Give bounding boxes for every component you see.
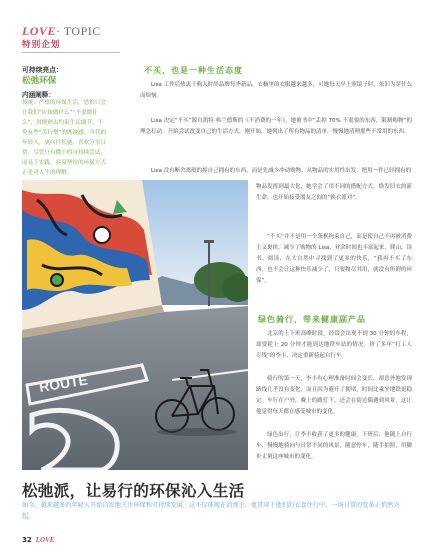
article-paragraph-4: 物品发挥到最大化，她学会了用不同的搭配方式，焕发旧衣的新生命，也开始接受朋友之间的“换衣派对”。 xyxy=(256,184,412,201)
article-heading-2: 绿色骑行，带来健康副产品 xyxy=(258,315,366,324)
photo-illustration xyxy=(22,180,248,470)
sidebar-subtitle: 松弛环保 xyxy=(22,76,57,86)
footer-magazine: LOVE xyxy=(35,536,55,544)
article-paragraph-8: 绿色出行，让李丰收获了更多的健康，下班后，他随上自行车，慢慢地骑向与日常不同的风景，随意停车，随手拍照，用脚步丈量这座城市的变化。 xyxy=(256,432,412,460)
section-label: 特别企划 xyxy=(22,40,61,50)
page-footer xyxy=(22,536,54,544)
header-divider xyxy=(22,52,120,53)
feature-title: 松弛派，让易行的环保沁入生活 xyxy=(22,482,245,500)
brand-topic: · TOPIC xyxy=(56,24,101,38)
sidebar-body: 传统、严格的环保生活，恐怕只会让我们“应该做什么”“不要做什么”，用规则去约束生活细节，不免有些“苦行僧”的既视感。当代的年轻人，更向往松弛、喜欢分享日常，尽管只有微小的可持续尝试，而易于实践、容易坚持的环保方式正是对人生的理解。 xyxy=(22,100,107,176)
article-paragraph-5: “不买”并不是用一个条框拘束自己，而是使自己不再被消费主义裹挟。减少了购物的 Lisa，业余时间也丰富起来，爬山、读书、阅读、在大自然中寻找到了更多的快乐，“我再不买了东西，也不会让这种快乐减少了，只要物尽其用，就没有所谓的环保”。 xyxy=(256,234,412,284)
article-heading-1: 不买，也是一种生活态度 xyxy=(144,66,243,75)
article-paragraph-3: Lisa 没有断舍离般的掉自己拥有的东西，而是先减少冲动购物，从物品的实用性出发。把用一件已经拥有的 xyxy=(151,168,412,174)
road-text: ROUTE xyxy=(37,371,89,395)
article-paragraph-7: 骑行的第一天，李丰有心理准备时间会变长，却意外地发现路线几乎没有变化，而且因为避开了拥堵，时间比乘坐地铁更稳定。车行在户外，晚上的路灯下，还会在街边偶遇到风景，这让他觉得每天都在感受城市的变化。 xyxy=(256,376,412,415)
article-paragraph-2: Lisa 决定“不买”源自凯特·弗兰德斯的《不消费的一年》，她被书中“丢掉 70% 不需要的东西，限制购物”的理念打动，开始尝试改变自己的生活方式。刚开始，她列出了所有物品的清单，慢慢地清理那些不常用的东西。 xyxy=(140,118,412,135)
feature-photo xyxy=(22,180,248,470)
magazine-brand xyxy=(22,24,101,39)
page-number: 32 xyxy=(22,536,32,544)
sidebar-title: 可持续亮点： xyxy=(22,66,63,74)
article-paragraph-1: Lisa 工作后热衷于购入时尚品牌每季新品。衣橱里的衣服越来越多，可她每天早上照镜子时，依旧为穿什么而烦恼。 xyxy=(140,82,412,99)
brand-love: LOVE xyxy=(22,24,57,38)
sidebar-key-label: 内涵阐释： xyxy=(22,91,55,99)
feature-subtitle: 如今，越来越多的年轻人开始自发地关注环保和可持续发展，这不仅体现在消费上，更贯穿于他们的衣食住行中，一场日常的变革正悄然兴起。 xyxy=(22,502,400,520)
article-paragraph-6: 北京的上下班高峰时段，经常会出现不到 30 分钟的车程，却要耗上 20 分钟才能到达地铁车站的情况。挤了多年“打工人专线”的李丰，决定重新骑起自行车。 xyxy=(256,331,412,359)
